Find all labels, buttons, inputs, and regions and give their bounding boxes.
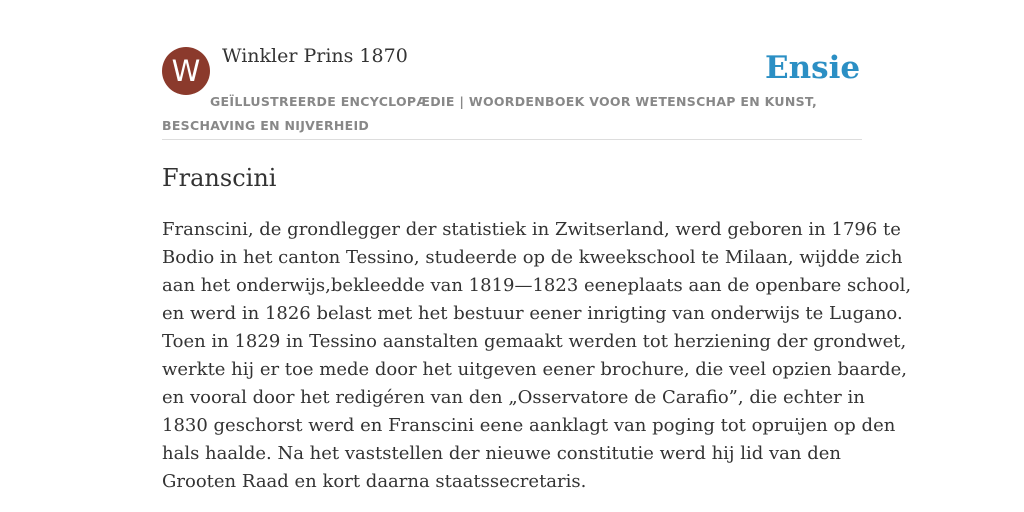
source-title-link[interactable]: Winkler Prins 1870 [222, 45, 408, 67]
source-avatar[interactable]: W [162, 47, 210, 95]
entry-title: Franscini [162, 164, 277, 192]
entry-body-line: werkte hij er toe mede door het uitgeven eener brochure, die veel opzien baarde, [162, 359, 907, 380]
entry-body-line: en werd in 1826 belast met het bestuur eener inrigting van onderwijs te Lugano. [162, 303, 903, 324]
entry-body-line: 1830 geschorst werd en Franscini eene aanklagt van poging tot opruijen op den [162, 415, 896, 436]
entry-body-line: aan het onderwijs,bekleedde van 1819—1823 eeneplaats aan de openbare school, [162, 275, 912, 296]
ensie-logo-link[interactable]: Ensie [765, 50, 861, 86]
entry-body-line: Grooten Raad en kort daarna staatssecretaris. [162, 471, 587, 492]
entry-body-line: hals haalde. Na het vaststellen der nieuwe constitutie werd hij lid van den [162, 443, 841, 464]
entry-body-line: en vooral door het redigéren van den „Osservatore de Carafio”, die echter in [162, 387, 865, 408]
source-subtitle: GEÏLLUSTREERDE ENCYCLOPÆDIE | WOORDENBOEK VOOR WETENSCHAP EN KUNST, BESCHAVING EN NIJVERHEID [162, 94, 818, 133]
entry-body [162, 216, 912, 496]
entry-body-line: Bodio in het canton Tessino, studeerde op de kweekschool te Milaan, wijdde zich [162, 247, 903, 268]
header-divider [162, 139, 862, 140]
entry-body-line: Franscini, de grondlegger der statistiek in Zwitserland, werd geboren in 1796 te [162, 219, 901, 240]
entry-body-line: Toen in 1829 in Tessino aanstalten gemaakt werden tot herziening der grondwet, [162, 331, 907, 352]
